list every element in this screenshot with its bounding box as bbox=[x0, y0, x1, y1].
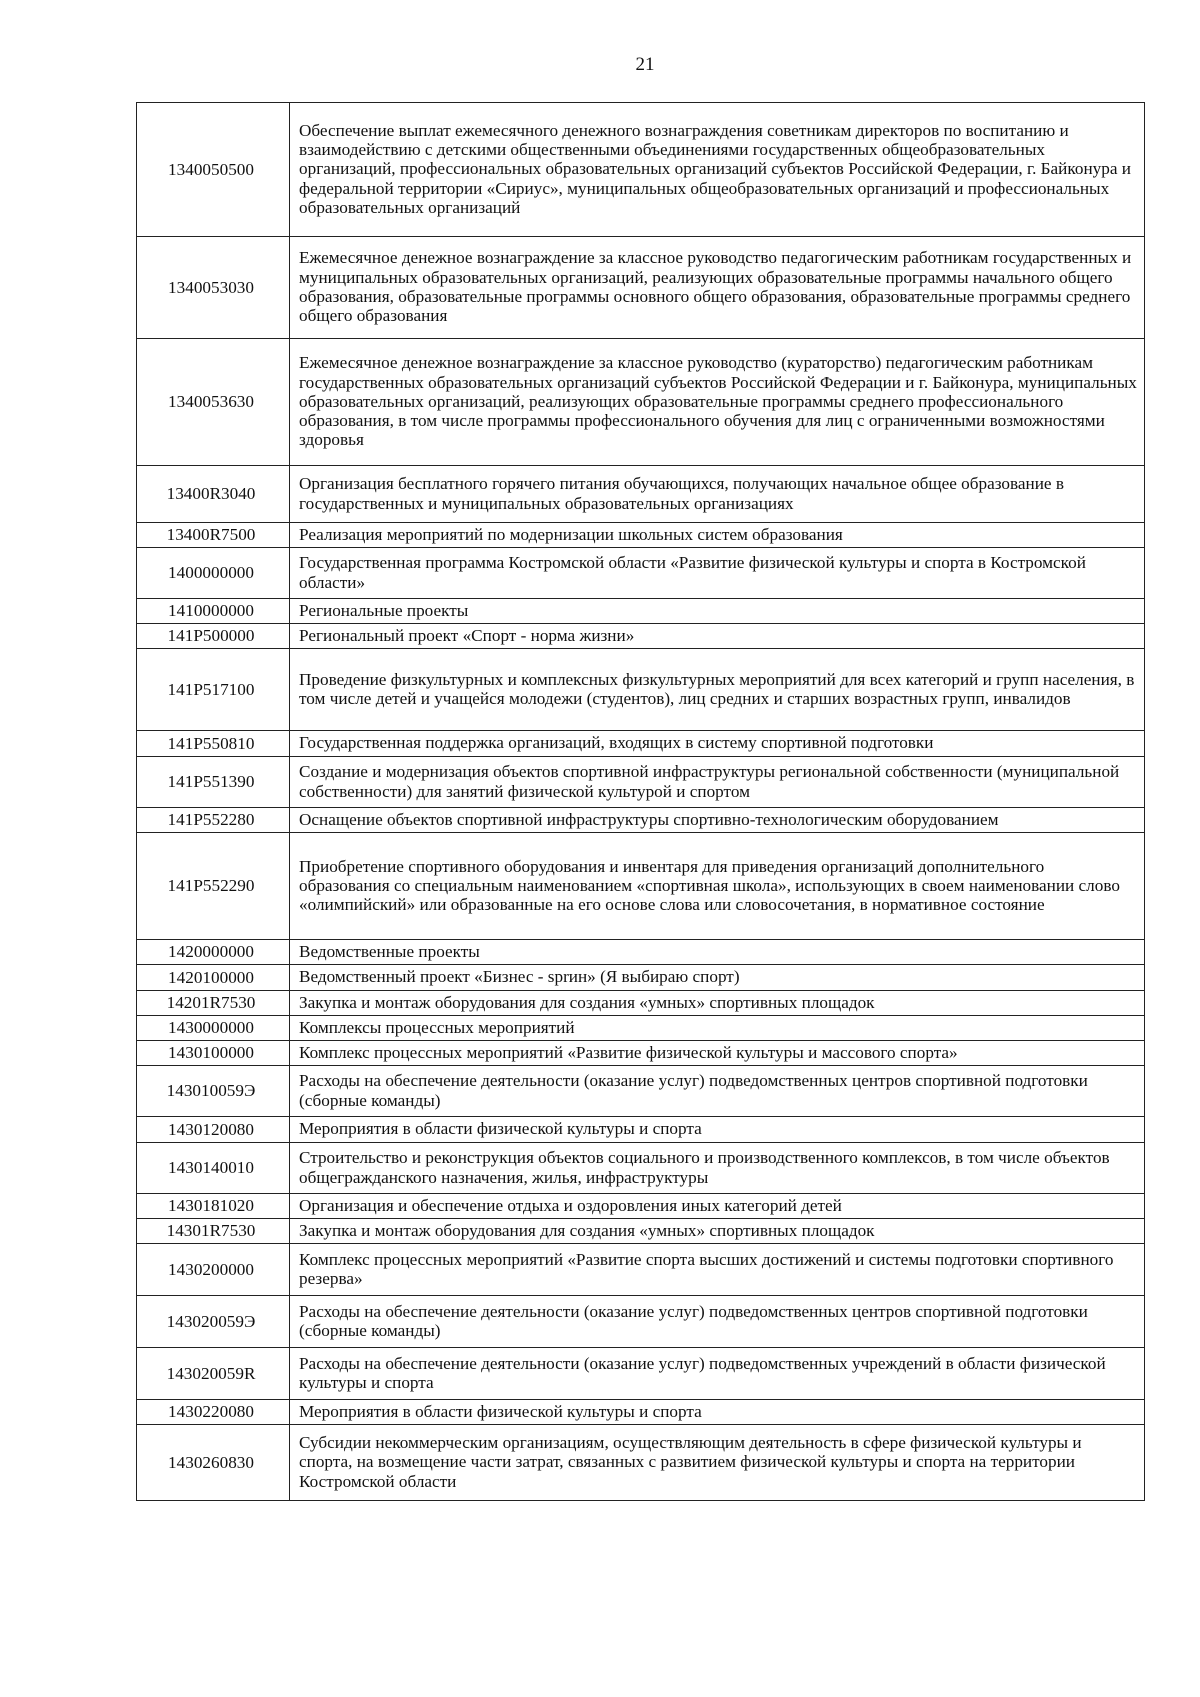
name-cell: Закупка и монтаж оборудования для создания «умных» спортивных площадок bbox=[290, 1219, 1145, 1244]
code-cell: 143020059Э bbox=[137, 1296, 290, 1348]
table-row bbox=[137, 103, 1145, 237]
name-cell: Комплекс процессных мероприятий «Развитие физической культуры и массового спорта» bbox=[290, 1041, 1145, 1066]
code-cell: 13400R7500 bbox=[137, 523, 290, 548]
budget-codes-table bbox=[136, 102, 1145, 1501]
name-cell: Ежемесячное денежное вознаграждение за классное руководство (кураторство) педагогическим работникам государственных образовательных организаций субъектов Российской Федерации и г. Байконура, муниципальных образовательных организаций, реализующих образовательные программы среднего профессионального образования, в том числе программы профессионального обучения для лиц с ограниченными возможностями здоровья bbox=[290, 339, 1145, 466]
code-cell: 1430220080 bbox=[137, 1400, 290, 1425]
code-cell: 1420100000 bbox=[137, 965, 290, 991]
code-cell: 13400R3040 bbox=[137, 466, 290, 523]
table-row bbox=[137, 237, 1145, 339]
name-cell: Строительство и реконструкция объектов социального и производственного комплексов, в том числе объектов общегражданского назначения, жилья, инфраструктуры bbox=[290, 1143, 1145, 1194]
table-row bbox=[137, 1244, 1145, 1296]
code-cell: 1340050500 bbox=[137, 103, 290, 237]
name-cell: Оснащение объектов спортивной инфраструктуры спортивно-технологическим оборудованием bbox=[290, 808, 1145, 833]
name-cell: Региональный проект «Спорт - норма жизни» bbox=[290, 624, 1145, 649]
table-row bbox=[137, 1117, 1145, 1143]
table-row bbox=[137, 548, 1145, 599]
table-row bbox=[137, 599, 1145, 624]
code-cell: 14201R7530 bbox=[137, 991, 290, 1016]
table-row bbox=[137, 1348, 1145, 1400]
name-cell: Обеспечение выплат ежемесячного денежного вознаграждения советникам директоров по воспитанию и взаимодействию с детскими общественными объединениями государственных общеобразовательных организаций, профессиональных образовательных организаций субъектов Российской Федерации, г. Байконура и федеральной территории «Сириус», муниципальных общеобразовательных организаций и профессиональных образовательных организаций bbox=[290, 103, 1145, 237]
name-cell: Расходы на обеспечение деятельности (оказание услуг) подведомственных центров спортивной подготовки (сборные команды) bbox=[290, 1296, 1145, 1348]
name-cell: Закупка и монтаж оборудования для создания «умных» спортивных площадок bbox=[290, 991, 1145, 1016]
name-cell: Ежемесячное денежное вознаграждение за классное руководство педагогическим работникам государственных и муниципальных образовательных организаций, реализующих образовательные программы начального общего образования, образовательные программы основного общего образования, образовательные программы среднего общего образования bbox=[290, 237, 1145, 339]
name-cell: Мероприятия в области физической культуры и спорта bbox=[290, 1117, 1145, 1143]
table-row bbox=[137, 940, 1145, 965]
table-row bbox=[137, 991, 1145, 1016]
code-cell: 1400000000 bbox=[137, 548, 290, 599]
table-row bbox=[137, 1194, 1145, 1219]
table-row bbox=[137, 757, 1145, 808]
table-row bbox=[137, 1425, 1145, 1501]
table-row bbox=[137, 833, 1145, 940]
code-cell: 1410000000 bbox=[137, 599, 290, 624]
code-cell: 1430140010 bbox=[137, 1143, 290, 1194]
table-row bbox=[137, 1400, 1145, 1425]
code-cell: 143010059Э bbox=[137, 1066, 290, 1117]
name-cell: Организация бесплатного горячего питания обучающихся, получающих начальное общее образование в государственных и муниципальных образовательных организациях bbox=[290, 466, 1145, 523]
code-cell: 143020059R bbox=[137, 1348, 290, 1400]
table-row bbox=[137, 1016, 1145, 1041]
table-row bbox=[137, 523, 1145, 548]
name-cell: Государственная поддержка организаций, входящих в систему спортивной подготовки bbox=[290, 731, 1145, 757]
name-cell: Расходы на обеспечение деятельности (оказание услуг) подведомственных центров спортивной подготовки (сборные команды) bbox=[290, 1066, 1145, 1117]
code-cell: 141P500000 bbox=[137, 624, 290, 649]
code-cell: 1430100000 bbox=[137, 1041, 290, 1066]
table-row bbox=[137, 1066, 1145, 1117]
code-cell: 1430200000 bbox=[137, 1244, 290, 1296]
code-cell: 1340053030 bbox=[137, 237, 290, 339]
code-cell: 141P517100 bbox=[137, 649, 290, 731]
table-row bbox=[137, 466, 1145, 523]
name-cell: Создание и модернизация объектов спортивной инфраструктуры региональной собственности (муниципальной собственности) для занятий физической культурой и спортом bbox=[290, 757, 1145, 808]
code-cell: 1420000000 bbox=[137, 940, 290, 965]
name-cell: Региональные проекты bbox=[290, 599, 1145, 624]
name-cell: Комплекс процессных мероприятий «Развитие спорта высших достижений и системы подготовки спортивного резерва» bbox=[290, 1244, 1145, 1296]
code-cell: 141P551390 bbox=[137, 757, 290, 808]
table-row bbox=[137, 649, 1145, 731]
code-cell: 1430000000 bbox=[137, 1016, 290, 1041]
name-cell: Субсидии некоммерческим организациям, осуществляющим деятельность в сфере физической культуры и спорта, на возмещение части затрат, связанных с развитием физической культуры и спорта на территории Костромской области bbox=[290, 1425, 1145, 1501]
table-row bbox=[137, 1041, 1145, 1066]
table-row bbox=[137, 731, 1145, 757]
table-row bbox=[137, 1143, 1145, 1194]
code-cell: 14301R7530 bbox=[137, 1219, 290, 1244]
name-cell: Приобретение спортивного оборудования и инвентаря для приведения организаций дополнительного образования со специальным наименованием «спортивная школа», использующих в своем наименовании слово «олимпийский» или образованные на его основе слова или словосочетания, в нормативное состояние bbox=[290, 833, 1145, 940]
code-cell: 1430181020 bbox=[137, 1194, 290, 1219]
code-cell: 141P550810 bbox=[137, 731, 290, 757]
name-cell: Реализация мероприятий по модернизации школьных систем образования bbox=[290, 523, 1145, 548]
table-row bbox=[137, 624, 1145, 649]
table-row bbox=[137, 1296, 1145, 1348]
code-cell: 141P552290 bbox=[137, 833, 290, 940]
code-cell: 1340053630 bbox=[137, 339, 290, 466]
table-row bbox=[137, 339, 1145, 466]
name-cell: Государственная программа Костромской области «Развитие физической культуры и спорта в Костромской области» bbox=[290, 548, 1145, 599]
code-cell: 1430120080 bbox=[137, 1117, 290, 1143]
name-cell: Ведомственный проект «Бизнес - sprин» (Я выбираю спорт) bbox=[290, 965, 1145, 991]
table-row bbox=[137, 1219, 1145, 1244]
name-cell: Комплексы процессных мероприятий bbox=[290, 1016, 1145, 1041]
name-cell: Расходы на обеспечение деятельности (оказание услуг) подведомственных учреждений в области физической культуры и спорта bbox=[290, 1348, 1145, 1400]
code-cell: 141P552280 bbox=[137, 808, 290, 833]
table-row bbox=[137, 965, 1145, 991]
name-cell: Ведомственные проекты bbox=[290, 940, 1145, 965]
name-cell: Организация и обеспечение отдыха и оздоровления иных категорий детей bbox=[290, 1194, 1145, 1219]
table-row bbox=[137, 808, 1145, 833]
page-number: 21 bbox=[635, 54, 655, 75]
name-cell: Мероприятия в области физической культуры и спорта bbox=[290, 1400, 1145, 1425]
name-cell: Проведение физкультурных и комплексных физкультурных мероприятий для всех категорий и групп населения, в том числе детей и учащейся молодежи (студентов), лиц средних и старших возрастных групп, инвалидов bbox=[290, 649, 1145, 731]
code-cell: 1430260830 bbox=[137, 1425, 290, 1501]
